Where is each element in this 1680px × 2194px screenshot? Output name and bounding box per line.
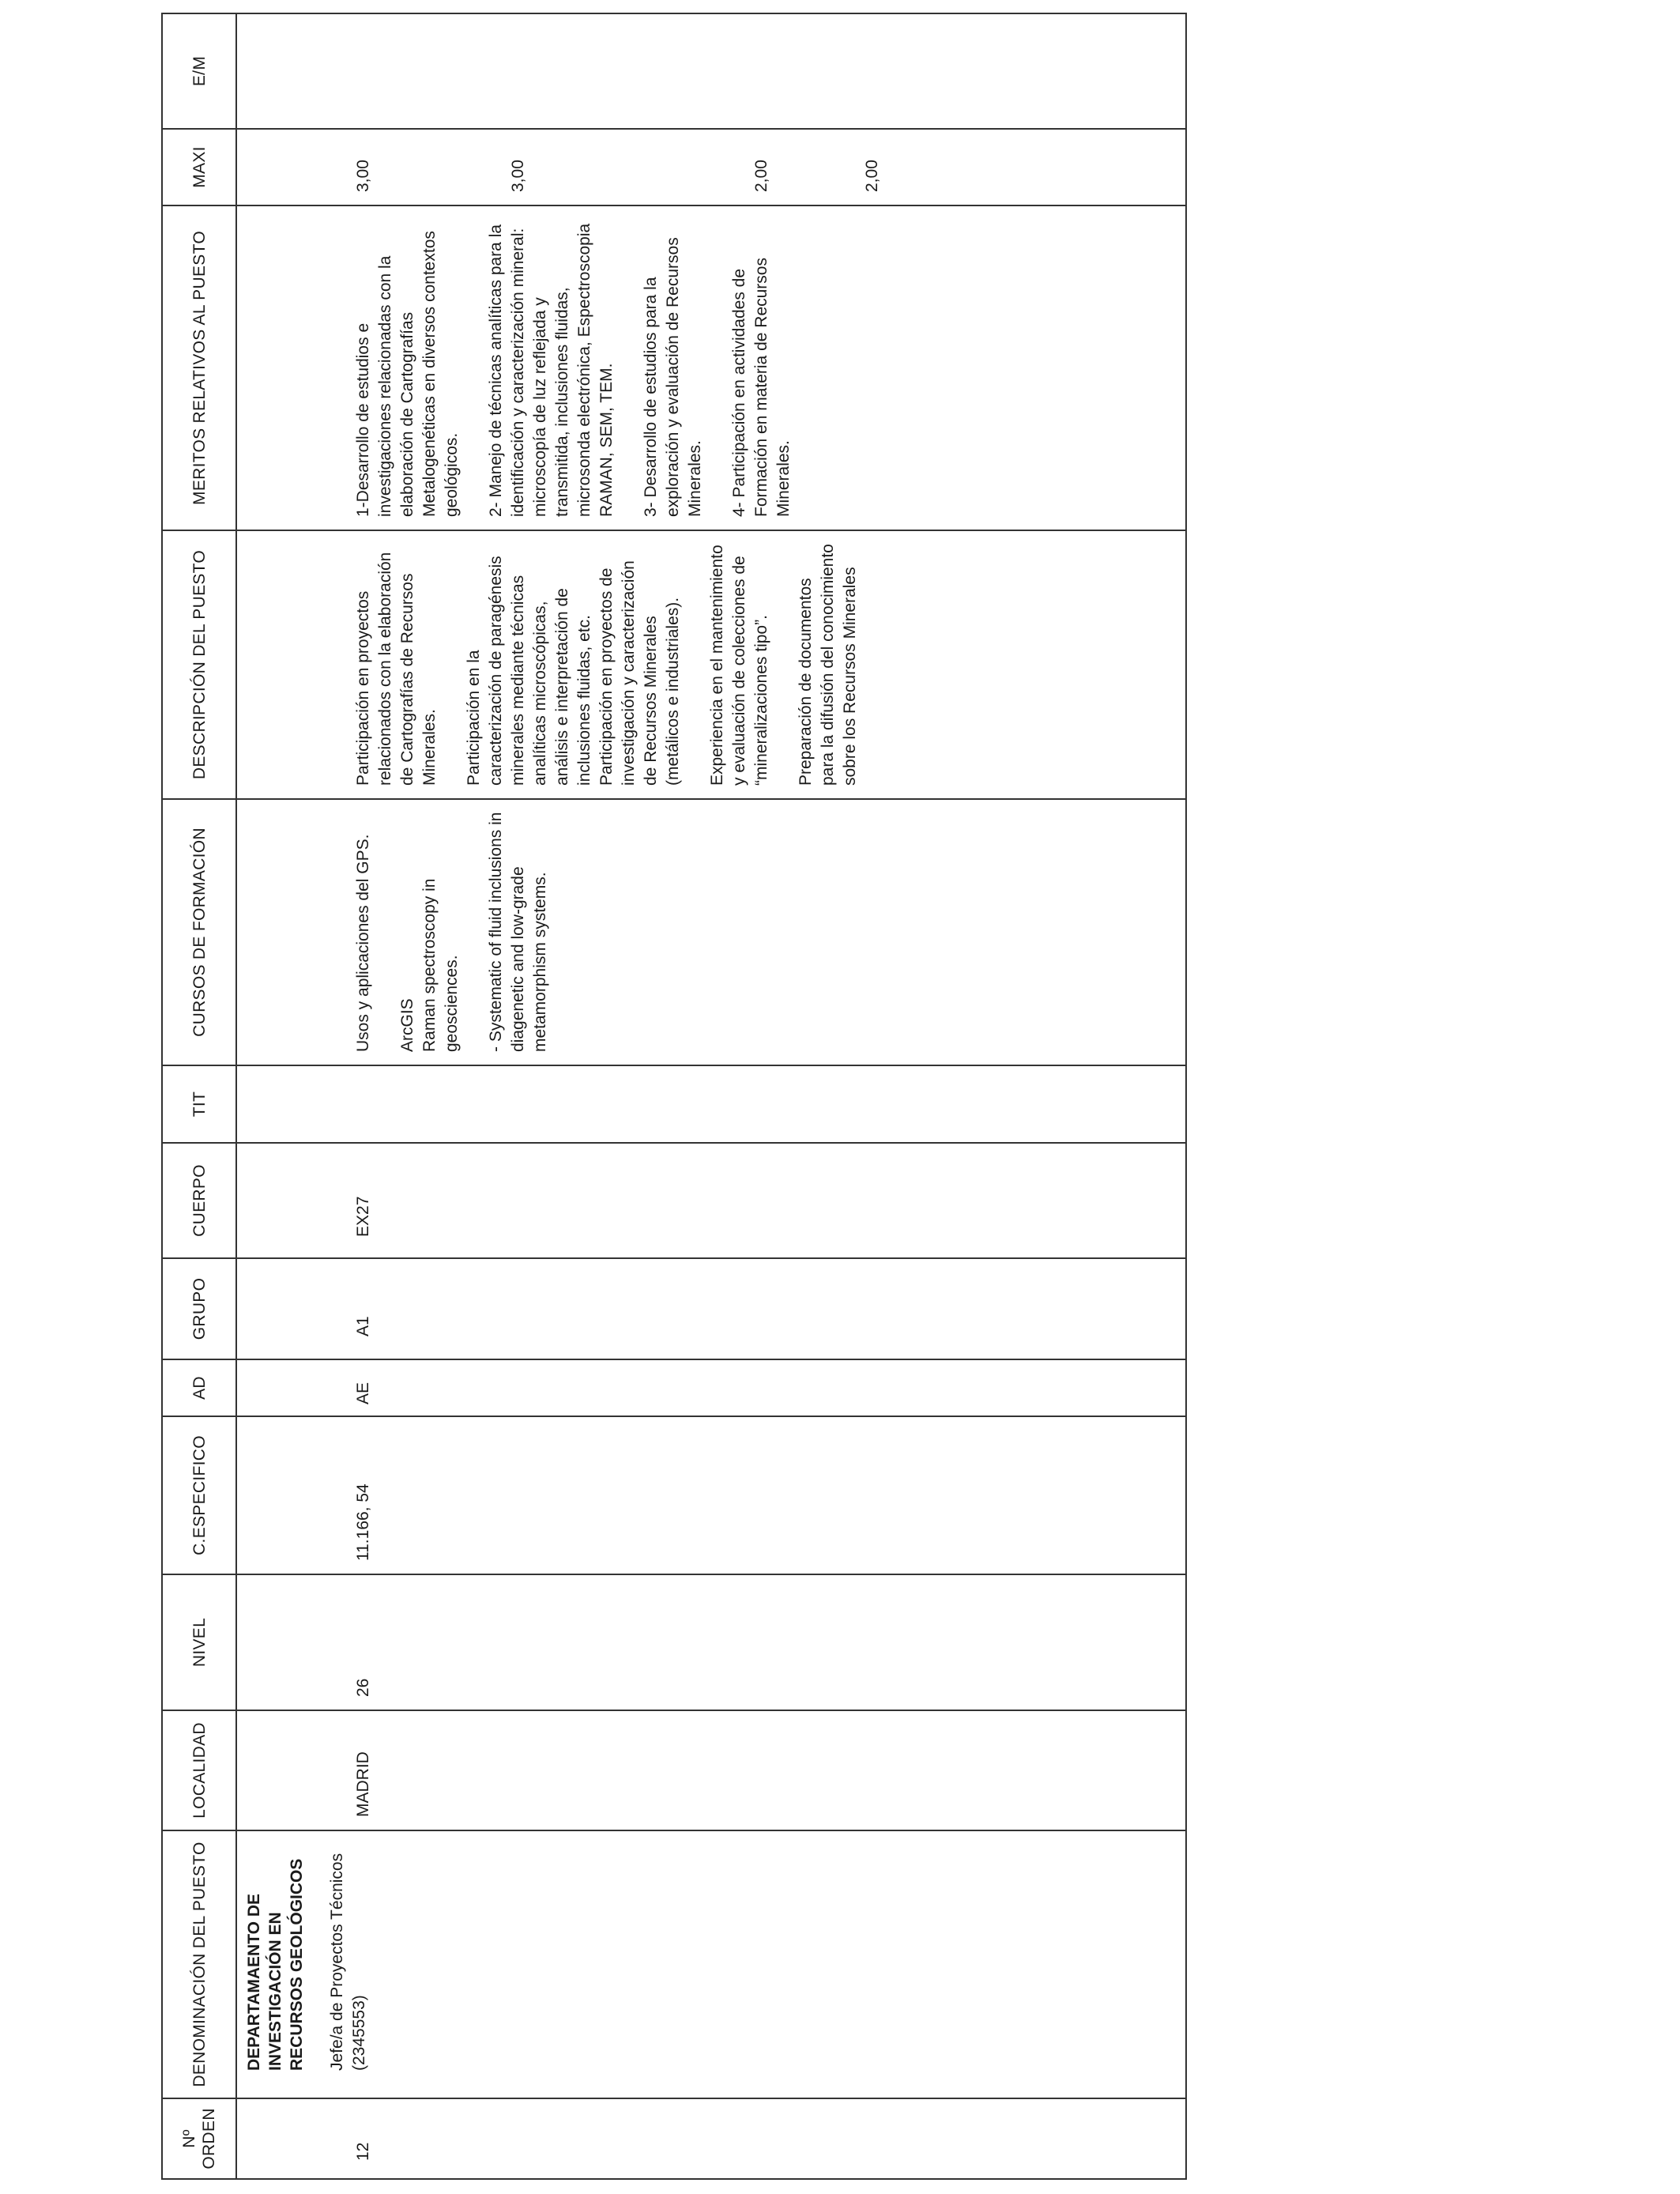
header-orden: Nº ORDEN <box>162 2098 236 2179</box>
merito-item: 3- Desarrollo de estudios para la exploración y evaluación de Recursos Minerales. <box>642 237 704 517</box>
cell-grupo <box>236 1258 1186 1359</box>
maxi-value: 3,00 <box>509 160 527 192</box>
cuerpo-value: EX27 <box>354 1196 372 1237</box>
cell-ad <box>236 1359 1186 1416</box>
descripcion-item: Participación en proyectos relacionados con la elaboración de Cartografías de Recursos Minerales. <box>354 552 439 786</box>
header-maxi: MAXI <box>162 129 236 205</box>
maxi-value: 3,00 <box>354 160 372 192</box>
cell-em <box>236 13 1186 129</box>
curso-item: - Systematic of fluid inclusions in diagenetic and low-grade metamorphism systems. <box>487 812 549 1052</box>
descripcion-item: Participación en proyectos de investigación y caracterización de Recursos Minerales (metálicos e industriales). <box>597 560 682 786</box>
job-positions-table <box>161 13 1187 2180</box>
header-tit: TIT <box>162 1065 236 1143</box>
header-cespecifico: C.ESPECIFICO <box>162 1416 236 1574</box>
em-value <box>237 14 352 128</box>
cell-cuerpo <box>236 1143 1186 1258</box>
rotated-table-canvas <box>161 14 1187 2180</box>
curso-item: Raman spectroscopy in geosciences. <box>420 878 461 1052</box>
merito-item: 1-Desarrollo de estudios e investigaciones relacionadas con la elaboración de Cartografías Metalogenéticas en diversos contextos geológicos. <box>354 231 461 517</box>
cell-maxi <box>236 129 1186 205</box>
cell-denominacion <box>236 1830 1186 2098</box>
maxi-value: 2,00 <box>863 160 881 192</box>
header-em: E/M <box>162 13 236 129</box>
cell-orden <box>236 2098 1186 2179</box>
grupo-value: A1 <box>354 1316 372 1336</box>
merito-item: 4- Participación en actividades de Formación en materia de Recursos Minerales. <box>730 258 793 517</box>
header-localidad: LOCALIDAD <box>162 1710 236 1830</box>
header-descripcion: DESCRIPCIÓN DEL PUESTO <box>162 530 236 799</box>
maxi-value: 2,00 <box>752 160 770 192</box>
cell-tit <box>236 1065 1186 1143</box>
cell-meritos <box>236 205 1186 530</box>
merito-item: 2- Manejo de técnicas analíticas para la identificación y caracterización mineral: microscopía de luz reflejada y transmitida, inclusiones fluidas, microsonda electrónica, Espectroscopia RAMAN, SEM, TEM. <box>487 223 616 517</box>
department-name: DEPARTAMAENTO DE INVESTIGACIÓN EN RECURSOS GEOLÓGICOS <box>245 1858 306 2071</box>
header-denominacion: DENOMINACIÓN DEL PUESTO <box>162 1830 236 2098</box>
descripcion-item: Experiencia en el mantenimiento y evaluación de colecciones de “mineralizaciones tipo”. <box>708 545 770 786</box>
denominacion-value: Jefe/a de Proyectos Técnicos (2345553) <box>328 1853 368 2071</box>
localidad-value: MADRID <box>354 1751 372 1817</box>
curso-item: ArcGIS <box>398 998 416 1052</box>
cespecifico-value: 11.166, 54 <box>354 1483 372 1561</box>
header-grupo: GRUPO <box>162 1258 236 1359</box>
cell-cespecifico <box>236 1416 1186 1574</box>
header-cursos: CURSOS DE FORMACIÓN <box>162 799 236 1065</box>
descripcion-item: Participación en la caracterización de paragénesis minerales mediante técnicas analíticas microscópicas, análisis e interpretación de inclusiones fluidas, etc. <box>465 556 593 786</box>
orden-value: 12 <box>354 2142 372 2161</box>
header-nivel: NIVEL <box>162 1574 236 1710</box>
header-row <box>162 13 236 2179</box>
ad-value: AE <box>354 1382 372 1404</box>
table-row <box>236 13 1186 2179</box>
cell-localidad <box>236 1710 1186 1830</box>
descripcion-item: Preparación de documentos para la difusión del conocimiento sobre los Recursos Minerales <box>797 544 859 786</box>
cell-nivel <box>236 1574 1186 1710</box>
header-meritos: MERITOS RELATIVOS AL PUESTO <box>162 205 236 530</box>
cell-descripcion <box>236 530 1186 799</box>
header-cuerpo: CUERPO <box>162 1143 236 1258</box>
curso-item: Usos y aplicaciones del GPS. <box>354 834 372 1052</box>
tit-value <box>237 1066 352 1142</box>
nivel-value: 26 <box>354 1678 372 1697</box>
header-ad: AD <box>162 1359 236 1416</box>
cell-cursos <box>236 799 1186 1065</box>
